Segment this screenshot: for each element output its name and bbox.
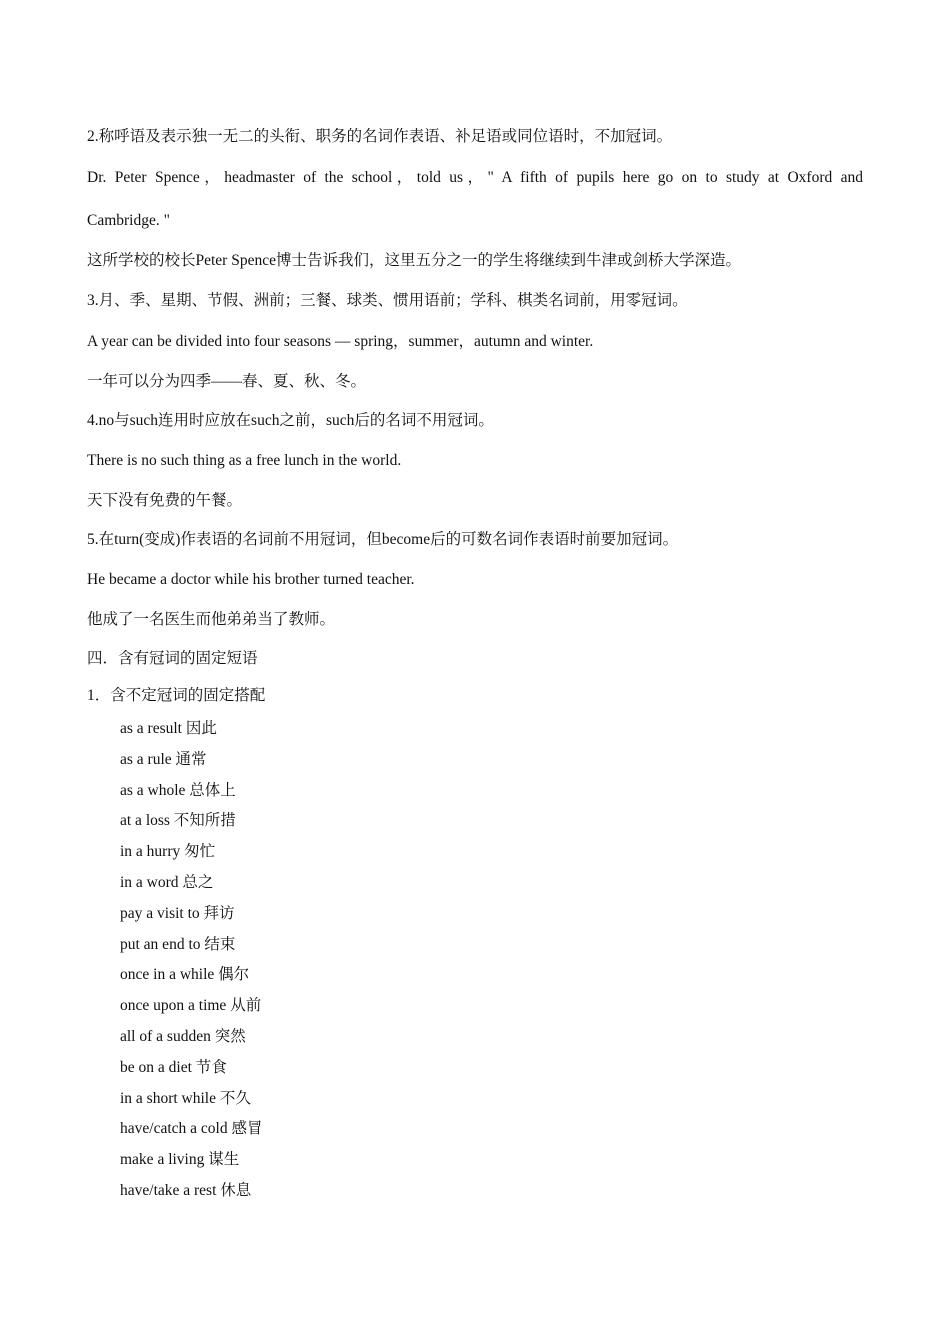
translation-3: 一年可以分为四季——春、夏、秋、冬。 xyxy=(87,373,367,390)
rule-5: 5.在turn(变成)作表语的名词前不用冠词，但become后的可数名词作表语时前要加冠词。 xyxy=(87,531,679,548)
rule-4: 4.no与such连用时应放在such之前，such后的名词不用冠词。 xyxy=(87,412,494,429)
translation-2: 这所学校的校长Peter Spence博士告诉我们，这里五分之一的学生将继续到牛津或剑桥大学深造。 xyxy=(87,252,741,269)
list-item: in a short while 不久 xyxy=(120,1089,251,1107)
list-item: at a loss 不知所措 xyxy=(120,812,236,830)
list-item: once in a while 偶尔 xyxy=(120,966,250,984)
example-sentence-2-line-1: Dr. Peter Spence，headmaster of the school，told us，" A fifth of pupils here go on to study at Oxford and xyxy=(87,169,863,186)
list-item: as a rule 通常 xyxy=(120,750,207,768)
phrase-list xyxy=(120,714,262,1207)
list-item: pay a visit to 拜访 xyxy=(120,904,235,922)
example-sentence-3: A year can be divided into four seasons — spring，summer，autumn and winter. xyxy=(87,333,594,350)
rule-3: 3.月、季、星期、节假、洲前；三餐、球类、惯用语前；学科、棋类名词前，用零冠词。 xyxy=(87,292,688,309)
list-item: as a whole 总体上 xyxy=(120,781,236,799)
list-item: be on a diet 节食 xyxy=(120,1058,227,1076)
list-item: all of a sudden 突然 xyxy=(120,1027,246,1045)
list-item: have/take a rest 休息 xyxy=(120,1181,252,1199)
translation-5: 他成了一名医生而他弟弟当了教师。 xyxy=(87,611,336,628)
section-heading: 四．含有冠词的固定短语 xyxy=(87,650,258,667)
example-sentence-4: There is no such thing as a free lunch in the world. xyxy=(87,452,402,469)
list-item: in a hurry 匆忙 xyxy=(120,843,216,861)
list-item: put an end to 结束 xyxy=(120,935,236,953)
example-sentence-5: He became a doctor while his brother turned teacher. xyxy=(87,571,415,588)
list-item: in a word 总之 xyxy=(120,873,214,891)
rule-2: 2.称呼语及表示独一无二的头衔、职务的名词作表语、补足语或同位语时，不加冠词。 xyxy=(87,128,673,145)
list-item: as a result 因此 xyxy=(120,720,217,737)
subsection-heading: 1．含不定冠词的固定搭配 xyxy=(87,687,266,704)
example-sentence-2-line-2: Cambridge. " xyxy=(87,212,170,229)
list-item: once upon a time 从前 xyxy=(120,997,262,1015)
list-item: have/catch a cold 感冒 xyxy=(120,1120,263,1138)
list-item: make a living 谋生 xyxy=(120,1151,240,1169)
translation-4: 天下没有免费的午餐。 xyxy=(87,492,243,509)
